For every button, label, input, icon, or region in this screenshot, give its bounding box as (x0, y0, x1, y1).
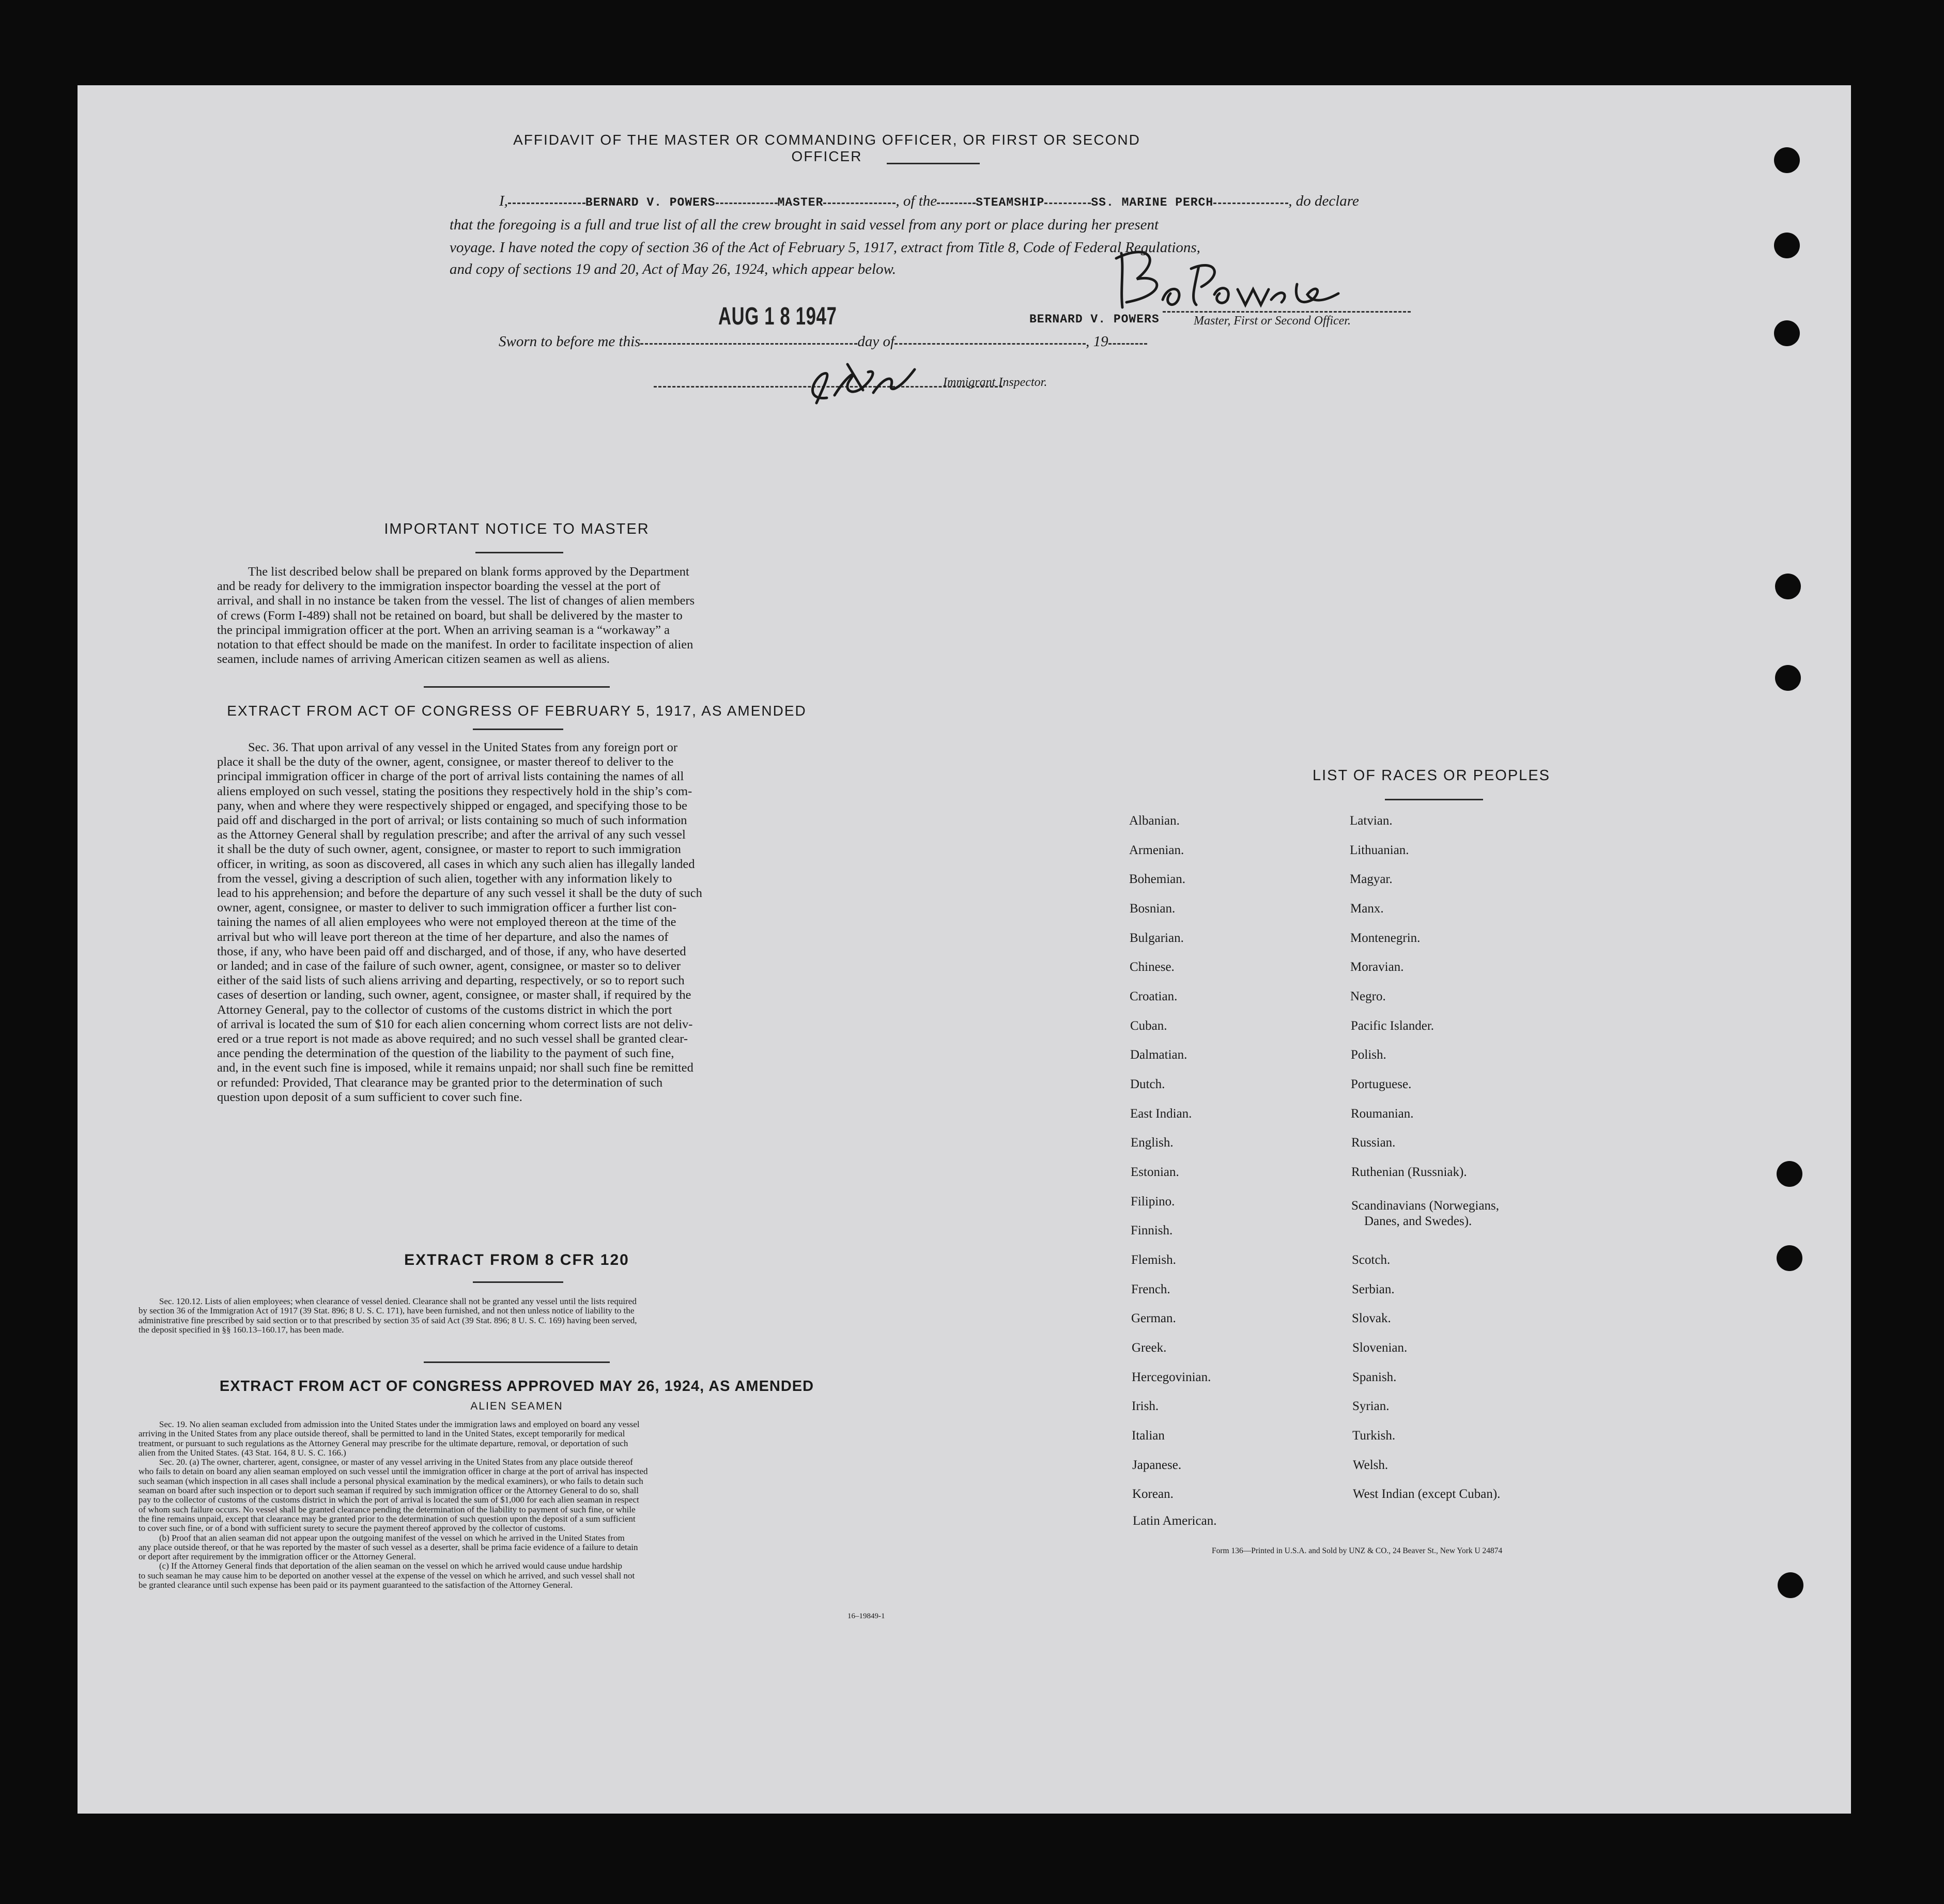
vessel-type: STEAMSHIP (976, 196, 1045, 209)
extract-1917-title: EXTRACT FROM ACT OF CONGRESS OF FEBRUARY 5, 1917, AS AMENDED (227, 703, 807, 719)
race-item: Bulgarian. (1130, 931, 1184, 945)
race-item: Latvian. (1350, 814, 1393, 828)
notice-line: the principal immigration officer at the port. When an arriving seaman is a “workaway” a (217, 623, 670, 637)
punch-hole (1778, 1572, 1803, 1598)
statute-line: the fine remains unpaid, except that clearance may be granted prior to the determination of such question upon the deposit of a sum sufficient (138, 1513, 636, 1524)
notice-line: notation to that effect should be made on the manifest. In order to facilitate inspection of alien (217, 638, 693, 652)
print-code: 16–19849-1 (847, 1612, 885, 1620)
race-item: Bosnian. (1130, 902, 1176, 916)
statute-line: taining the names of all alien employees who were not employed thereon at the time of the (217, 915, 676, 930)
race-item: Serbian. (1352, 1282, 1395, 1296)
regulation-line: administrative fine prescribed by said section or to that prescribed by section 35 of said Act (39 Stat. 896; 8 U. S. C. 169) having been served, (138, 1315, 637, 1325)
sworn-text: Sworn to before me this (499, 333, 641, 350)
year-prefix: , 19 (1086, 333, 1108, 350)
statute-line: Sec. 20. (a) The owner, charterer, agent, consignee, or master of any vessel arriving in the United States from any place outside thereof (159, 1457, 633, 1467)
statute-line: pay to the collector of customs of the customs district in which the port of arrival is located the sum of $1,000 for each alien seaman in respect (138, 1495, 639, 1505)
race-item: Hercegovinian. (1132, 1370, 1211, 1384)
punch-hole (1774, 147, 1800, 173)
race-item: Italian (1132, 1429, 1165, 1443)
statute-line: arrival but who will leave port thereon at the time of her departure, and also the names of (217, 930, 669, 944)
sworn-line (499, 333, 1147, 350)
race-item: Russian. (1351, 1136, 1396, 1150)
races-title: LIST OF RACES OR PEOPLES (1312, 767, 1551, 784)
inspector-signature (785, 349, 951, 411)
race-item: Slovenian. (1352, 1341, 1408, 1355)
divider (424, 686, 610, 688)
race-item: Polish. (1351, 1048, 1386, 1062)
affidavit-line-4: and copy of sections 19 and 20, Act of May 26, 1924, which appear below. (450, 261, 896, 277)
race-item: Slovak. (1352, 1311, 1391, 1325)
extract-cfr-title: EXTRACT FROM 8 CFR 120 (404, 1251, 629, 1268)
statute-line: question upon deposit of a sum sufficient to cover such fine. (217, 1090, 522, 1104)
signer-name: BERNARD V. POWERS (1029, 313, 1160, 326)
race-item: Flemish. (1131, 1253, 1176, 1267)
statute-line: it shall be the duty of such owner, agent, consignee, or master to report to such immigration (217, 842, 681, 857)
extract-1924-subtitle: ALIEN SEAMEN (470, 1400, 563, 1412)
race-item: Ruthenian (Russniak). (1351, 1165, 1467, 1179)
statute-line: Sec. 19. No alien seaman excluded from admission into the United States under the immigration laws and employed on board any vessel (159, 1419, 640, 1429)
race-item: Finnish. (1131, 1224, 1173, 1237)
statute-line: ance pending the determination of the question of the liability to the payment of such fine, (217, 1046, 674, 1061)
race-item: Irish. (1132, 1399, 1159, 1413)
race-item: Welsh. (1353, 1458, 1388, 1472)
race-item: Negro. (1350, 989, 1386, 1003)
race-item: Moravian. (1350, 960, 1404, 974)
race-item: Korean. (1132, 1487, 1174, 1501)
race-item: Albanian. (1129, 814, 1180, 828)
divider (887, 163, 980, 164)
master-name: BERNARD V. POWERS (585, 196, 716, 209)
statute-line: officer, in writing, as soon as discovered, all cases in which any such alien has illegally landed (217, 857, 695, 871)
race-item: Greek. (1132, 1341, 1167, 1355)
race-item: French. (1131, 1282, 1170, 1296)
race-item: Dutch. (1130, 1077, 1165, 1091)
extract-1924-title: EXTRACT FROM ACT OF CONGRESS APPROVED MAY 26, 1924, AS AMENDED (219, 1378, 814, 1395)
statute-line: of arrival is located the sum of $10 for each alien concerning whom correct lists are not deliv- (217, 1017, 693, 1031)
statute-line: (c) If the Attorney General finds that deportation of the alien seaman on the vessel on which he arrived would cause undue hardship (159, 1561, 622, 1571)
extract-1924-body (138, 1420, 973, 1590)
race-item: Cuban. (1130, 1019, 1167, 1033)
race-item: German. (1131, 1311, 1176, 1325)
statute-line: Sec. 36. That upon arrival of any vessel in the United States from any foreign port or (248, 740, 677, 754)
notice-line: seamen, include names of arriving American citizen seamen as well as aliens. (217, 652, 610, 667)
statute-line: either of the said lists of such aliens arriving and departing, respectively, or so to report such (217, 973, 685, 988)
document-page (78, 85, 1851, 1814)
affidavit-line-3: voyage. I have noted the copy of section 36 of the Act of February 5, 1917, extract from Title 8, Code of Federal Regulations, (450, 239, 1200, 256)
notice-line: The list described below shall be prepared on blank forms approved by the Department (248, 565, 689, 579)
race-item: Lithuanian. (1350, 843, 1409, 857)
divider (475, 552, 563, 553)
date-stamp: AUG 1 8 1947 (718, 303, 837, 330)
race-item: Dalmatian. (1130, 1048, 1187, 1062)
extract-cfr-body (138, 1297, 973, 1335)
statute-line: or refunded: Provided, That clearance may be granted prior to the determination of such (217, 1075, 663, 1090)
race-item: West Indian (except Cuban). (1353, 1487, 1501, 1501)
race-item: Japanese. (1132, 1458, 1182, 1472)
statute-line: any place outside thereof, or that he was reported by the master of such vessel as a deserter, shall be prima facie evidence of a failure to detain (138, 1542, 638, 1552)
statute-line: place it shall be the duty of the owner, agent, consignee, or master thereof to deliver to the (217, 755, 674, 769)
statute-line: or landed; and in case of the failure of such owner, agent, consignee, or master so to deliver (217, 959, 681, 973)
divider (424, 1361, 610, 1363)
statute-line: be granted clearance until such expense has been paid or its payment guaranteed to the satisfaction of the Attorney General. (138, 1580, 573, 1590)
affidavit-prefix: I, (499, 193, 508, 209)
affidavit-line-2: that the foregoing is a full and true list of all the crew brought in said vessel from any port or place during her present (450, 216, 1159, 233)
statute-line: from the vessel, giving a description of such alien, together with any information likely to (217, 871, 672, 886)
race-item: Armenian. (1129, 843, 1184, 857)
punch-hole (1777, 1245, 1802, 1271)
race-item: Scotch. (1352, 1253, 1391, 1267)
race-item: Turkish. (1352, 1429, 1396, 1443)
notice-line: arrival, and shall in no instance be taken from the vessel. The list of changes of alien members (217, 594, 695, 608)
master-signature (1106, 238, 1364, 315)
signature-line (1163, 311, 1411, 313)
statute-line: who fails to detain on board any alien seaman employed on such vessel until the immigration officer in charge at the port of arrival has inspected (138, 1466, 648, 1477)
punch-hole (1774, 233, 1800, 258)
statute-line: treatment, or pursuant to such regulations as the Attorney General may prescribe for the ultimate departure, removal, or deportation of such (138, 1438, 628, 1448)
race-item: Filipino. (1131, 1195, 1175, 1209)
statute-line: Attorney General, pay to the collector of customs of the customs district in which the port (217, 1002, 672, 1017)
race-item: Portuguese. (1351, 1077, 1412, 1091)
signer-caption: Master, First or Second Officer. (1194, 314, 1351, 328)
statute-line: those, if any, who have been paid off and discharged, and of those, if any, who have deserted (217, 944, 686, 958)
race-item: Bohemian. (1129, 872, 1186, 886)
race-item: Syrian. (1352, 1399, 1390, 1413)
day-of-text: day of (857, 333, 895, 350)
statute-line: aliens employed on such vessel, stating the positions they respectively hold in the ship’s com- (217, 784, 692, 798)
statute-line: to cover such fine, or of a bond with sufficient surety to secure the payment thereof approved by the collector of customs. (138, 1523, 566, 1534)
race-item: Roumanian. (1351, 1107, 1414, 1121)
statute-line: paid off and discharged in the port of arrival; or lists containing so much of such information (217, 813, 687, 828)
punch-hole (1775, 665, 1801, 691)
regulation-line: Sec. 120.12. Lists of alien employees; when clearance of vessel denied. Clearance shall not be granted any vessel until the lists required (159, 1296, 637, 1306)
race-item: Pacific Islander. (1351, 1019, 1434, 1033)
race-item: Montenegrin. (1350, 931, 1421, 945)
race-item: Chinese. (1130, 960, 1175, 974)
statute-line: and, in the event such fine is imposed, while it remains unpaid; nor shall such fine be remitted (217, 1061, 693, 1075)
punch-hole (1777, 1161, 1802, 1187)
statute-line: arriving in the United States from any place outside thereof, shall be permitted to land in the United States, except temporarily for medical (138, 1429, 625, 1439)
form-footer: Form 136—Printed in U.S.A. and Sold by UNZ & CO., 24 Beaver St., New York U 24874 (1212, 1546, 1503, 1555)
race-item: Danes, and Swedes). (1364, 1214, 1472, 1228)
statute-line: seaman on board after such inspection or to deport such seaman if required by such immigration officer or the Attorney General to do so, shall (138, 1485, 639, 1496)
statute-line: (b) Proof that an alien seaman did not appear upon the outgoing manifest of the vessel on which he arrived in the United States from (159, 1533, 625, 1543)
regulation-line: by section 36 of the Immigration Act of 1917 (39 Stat. 896; 8 U. S. C. 171), have been furnished, and not then unless notice of liability to the (138, 1306, 635, 1316)
declare-text: , do declare (1288, 193, 1359, 209)
statute-line: or deport after requirement by the immigration officer or the Attorney General. (138, 1552, 416, 1562)
vessel-name: SS. MARINE PERCH (1091, 196, 1214, 209)
inspector-caption: Immigrant Inspector. (943, 376, 1047, 389)
statute-line: of whom such failure occurs. No vessel shall be granted clearance pending the determination of the liability to payment of such fine, or while (138, 1504, 636, 1514)
affidavit-title: AFFIDAVIT OF THE MASTER OR COMMANDING OFFICER, OR FIRST OR SECOND OFFICER (513, 132, 1140, 164)
race-item: Croatian. (1130, 989, 1178, 1003)
statute-line: cases of desertion or landing, such owner, agent, consignee, or master shall, if required by the (217, 988, 691, 1002)
notice-title: IMPORTANT NOTICE TO MASTER (384, 521, 650, 537)
extract-1917-body (217, 740, 812, 1105)
race-item: English. (1131, 1136, 1174, 1150)
race-item: Scandinavians (Norwegians, (1351, 1199, 1500, 1213)
race-item: Latin American. (1133, 1514, 1217, 1528)
of-the-text: , of the (896, 193, 937, 209)
regulation-line: the deposit specified in §§ 160.13–160.17, has been made. (138, 1324, 344, 1335)
statute-line: lead to his apprehension; and before the departure of any such vessel it shall be the duty of such (217, 886, 702, 901)
statute-line: alien from the United States. (43 Stat. 164, 8 U. S. C. 166.) (138, 1447, 346, 1458)
divider (473, 1281, 563, 1283)
affidavit-line-1 (499, 193, 1359, 210)
statute-line: as the Attorney General shall by regulation prescribe; and after the arrival of any such vessel (217, 828, 686, 842)
statute-line: principal immigration officer in charge of the port of arrival lists containing the names of all (217, 769, 684, 784)
divider (473, 729, 563, 730)
punch-hole (1775, 574, 1801, 599)
statute-line: owner, agent, consignee, or master to deliver to such immigration officer a further list con- (217, 901, 677, 915)
notice-line: of crews (Form I-489) shall not be retained on board, but shall be delivered by the master to (217, 608, 683, 623)
divider (1385, 799, 1483, 800)
race-item: Spanish. (1352, 1370, 1397, 1384)
race-item: Manx. (1350, 902, 1384, 916)
punch-hole (1774, 320, 1800, 346)
race-item: East Indian. (1130, 1107, 1192, 1121)
statute-line: such seaman (which inspection in all cases shall include a personal physical examination by the medical examiners), or who fails to detain such (138, 1476, 643, 1486)
master-rank: MASTER (777, 196, 824, 209)
race-item: Estonian. (1131, 1165, 1179, 1179)
statute-line: pany, when and where they were respectively shipped or engaged, and specifying those to be (217, 798, 688, 813)
statute-line: ered or a true report is not made as above required; and no such vessel shall be granted clear- (217, 1032, 688, 1046)
notice-line: and be ready for delivery to the immigration inspector boarding the vessel at the port of (217, 579, 660, 594)
race-item: Magyar. (1350, 872, 1393, 886)
statute-line: to such seaman he may cause him to be deported on another vessel at the expense of the vessel on which he arrived, and such vessel shall not (138, 1570, 635, 1581)
notice-body (217, 565, 811, 667)
